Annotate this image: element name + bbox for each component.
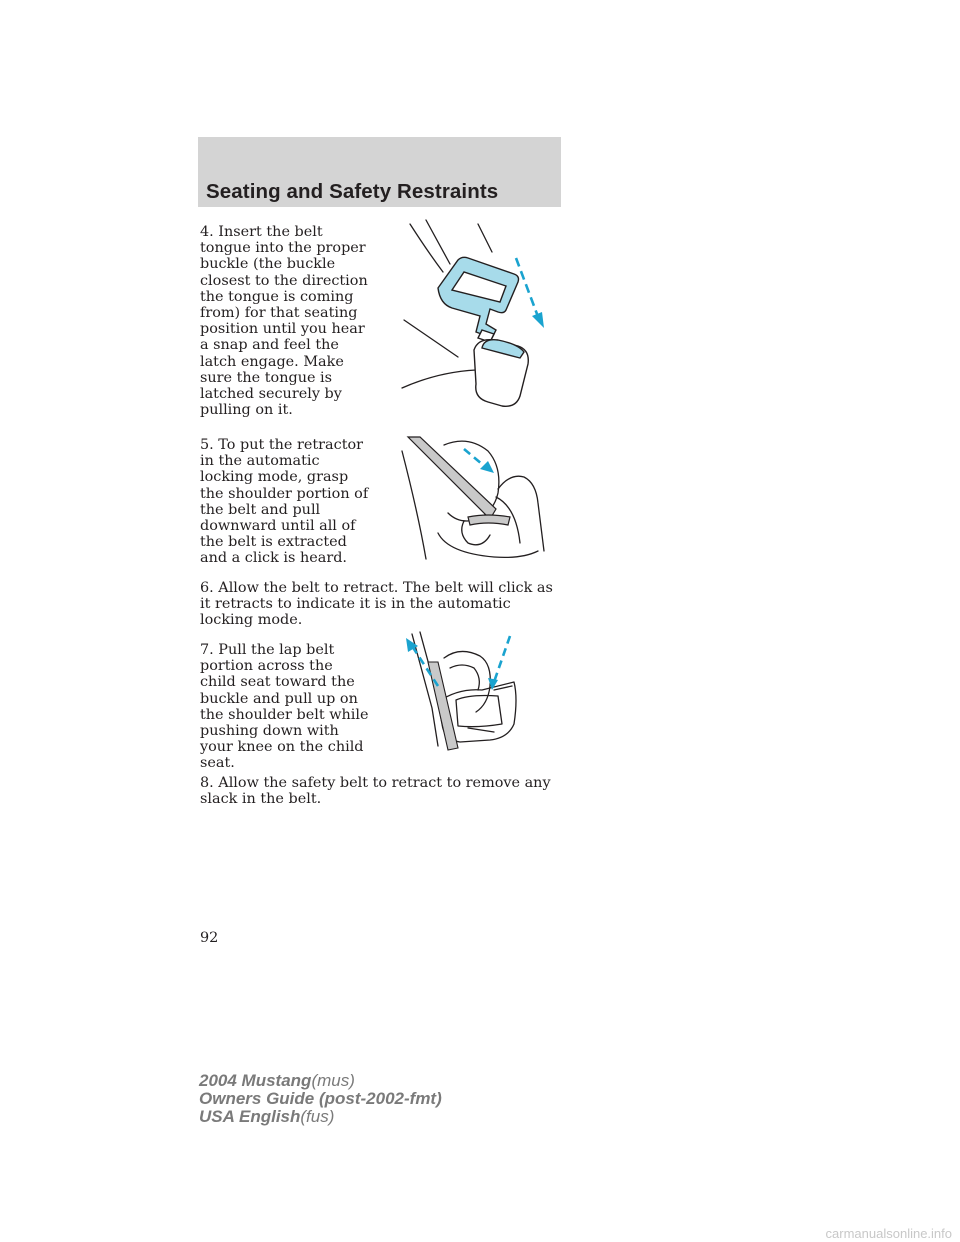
step-8-text: 8. Allow the safety belt to retract to remove any slack in the belt. bbox=[200, 775, 551, 808]
footer-line-language bbox=[199, 1108, 442, 1126]
footer-language: USA English bbox=[199, 1107, 301, 1126]
step-4-text: 4. Insert the belt tongue into the proper buckle (the buckle closest to the direction the tongue is coming from) for that seating position until you hear a snap and feel the latch engage. Make sure the tongue is latched securely by pulling on it. bbox=[200, 224, 368, 419]
retractor-illustration bbox=[398, 433, 558, 563]
section-title: Seating and Safety Restraints bbox=[206, 180, 499, 203]
watermark-text: carmanualsonline.info bbox=[825, 1226, 952, 1241]
child-seat-illustration bbox=[398, 628, 528, 758]
buckle-illustration bbox=[398, 212, 558, 412]
footer-model-name: 2004 Mustang bbox=[199, 1071, 312, 1090]
footer-model-code: (mus) bbox=[311, 1071, 355, 1090]
footer-line-model bbox=[199, 1072, 442, 1090]
step-5-text: 5. To put the retractor in the automatic locking mode, grasp the shoulder portion of the belt and pull downward until all of the belt is extracted and a click is heard. bbox=[200, 437, 369, 567]
page-number: 92 bbox=[200, 930, 219, 946]
footer-language-code: (fus) bbox=[300, 1107, 335, 1126]
footer-guide-name: Owners Guide (post-2002-fmt) bbox=[199, 1089, 442, 1108]
document-footer bbox=[199, 1072, 442, 1126]
step-7-text: 7. Pull the lap belt portion across the child seat toward the buckle and pull up on the shoulder belt while pushing down with your knee on the child seat. bbox=[200, 642, 369, 772]
step-6-text: 6. Allow the belt to retract. The belt will click as it retracts to indicate it is in the automatic locking mode. bbox=[200, 580, 553, 629]
